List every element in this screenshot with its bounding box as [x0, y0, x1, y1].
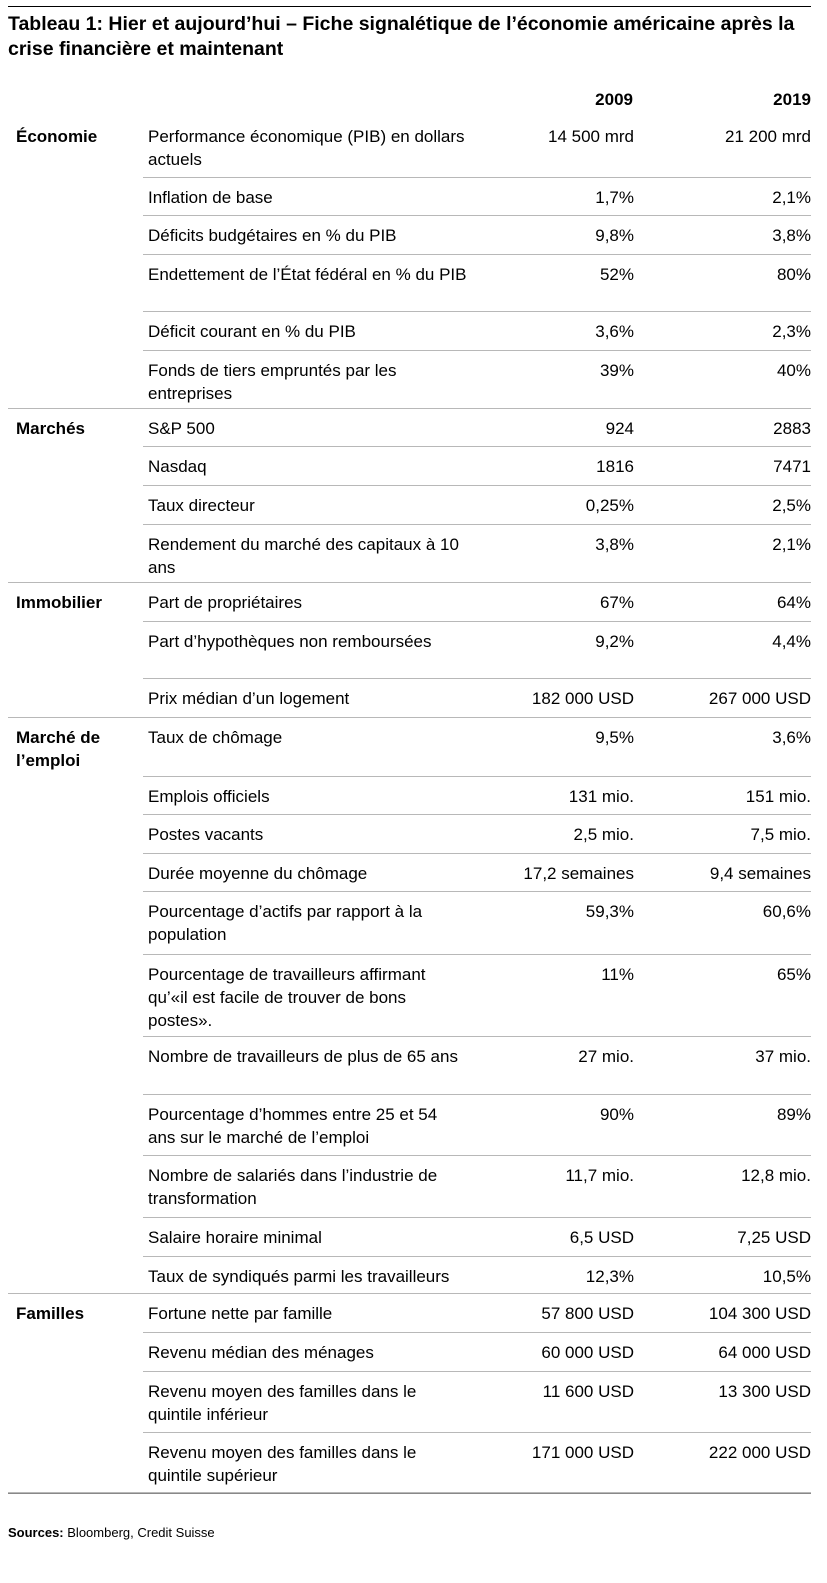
top-rule	[8, 6, 811, 7]
value-2019: 60,6%	[762, 902, 811, 921]
value-2019: 3,6%	[772, 728, 811, 747]
value-2009: 12,3%	[585, 1267, 634, 1286]
value-2019: 10,5%	[762, 1267, 811, 1286]
indicator-label: Durée moyenne du chômage	[148, 864, 368, 883]
indicator-label: Nasdaq	[148, 457, 207, 476]
indicator-label: Rendement du marché des capitaux à 10 ans	[148, 535, 459, 577]
indicator-label: Pourcentage d’hommes entre 25 et 54 ans sur le marché de l’emploi	[148, 1105, 438, 1147]
table-row	[8, 1037, 811, 1095]
value-2009: 90%	[599, 1105, 634, 1124]
table-title: Tableau 1: Hier et aujourd’hui – Fiche signalétique de l’économie américaine après la crise financière et maintenant	[8, 13, 795, 60]
value-2019: 37 mio.	[755, 1047, 811, 1066]
value-2019: 2,1%	[772, 535, 811, 554]
value-2019: 80%	[776, 265, 811, 284]
indicator-label: Prix médian d’un logement	[148, 689, 350, 708]
indicator-label: Revenu moyen des familles dans le quintile supérieur	[148, 1443, 417, 1485]
sources-note	[8, 1525, 215, 1540]
indicator-label: Pourcentage d’actifs par rapport à la population	[148, 902, 423, 944]
category-cell: Immobilier	[16, 593, 102, 612]
value-2009: 11,7 mio.	[565, 1166, 634, 1185]
value-2019: 2883	[773, 419, 811, 438]
indicator-label: Fortune nette par famille	[148, 1304, 333, 1323]
table-row	[8, 525, 811, 583]
table-row	[8, 486, 811, 525]
value-2009: 6,5 USD	[569, 1228, 634, 1247]
value-2009: 52%	[599, 265, 634, 284]
value-2009: 67%	[599, 593, 634, 612]
bottom-rule	[8, 1493, 811, 1494]
table-row	[8, 1433, 811, 1493]
table-row	[8, 351, 811, 409]
table-row	[8, 1257, 811, 1294]
value-2019: 267 000 USD	[708, 689, 811, 708]
value-2019: 104 300 USD	[708, 1304, 811, 1323]
value-2019: 21 200 mrd	[725, 127, 811, 146]
table-row	[8, 892, 811, 955]
table-row	[8, 955, 811, 1037]
value-2009: 11 600 USD	[542, 1382, 634, 1401]
indicator-label: Taux de chômage	[148, 728, 283, 747]
table-row	[8, 718, 811, 777]
table-row	[8, 1294, 811, 1333]
value-2019: 2,3%	[772, 322, 811, 341]
value-2009: 0,25%	[585, 496, 634, 515]
value-2019: 2,1%	[772, 188, 811, 207]
table-row	[8, 409, 811, 447]
sources-label: Sources:	[8, 1525, 64, 1540]
indicator-label: Nombre de travailleurs de plus de 65 ans	[148, 1047, 458, 1066]
category-cell: Marché de l’emploi	[16, 728, 101, 770]
table-row	[8, 679, 811, 718]
value-2009: 60 000 USD	[541, 1343, 634, 1362]
value-2019: 4,4%	[772, 632, 811, 651]
table-row	[8, 312, 811, 351]
table-row	[8, 622, 811, 679]
value-2009: 1,7%	[595, 188, 634, 207]
value-2019: 65%	[776, 965, 811, 984]
indicator-label: Déficits budgétaires en % du PIB	[148, 226, 397, 245]
indicator-label: Performance économique (PIB) en dollars actuels	[148, 127, 465, 169]
value-2009: 11%	[601, 965, 634, 984]
table-row	[8, 447, 811, 486]
value-2009: 3,6%	[595, 322, 634, 341]
indicator-label: Inflation de base	[148, 188, 273, 207]
value-2019: 7471	[773, 457, 811, 476]
value-2019: 40%	[776, 361, 811, 380]
table-row	[8, 583, 811, 622]
value-2019: 7,5 mio.	[750, 825, 811, 844]
value-2009: 924	[605, 419, 634, 438]
value-2019: 3,8%	[772, 226, 811, 245]
table-row	[8, 815, 811, 854]
value-2009: 3,8%	[595, 535, 634, 554]
indicator-label: Part d’hypothèques non remboursées	[148, 632, 432, 651]
indicator-label: Nombre de salariés dans l’industrie de transformation	[148, 1166, 438, 1208]
table-row	[8, 777, 811, 815]
table-row	[8, 1095, 811, 1156]
category-cell: Économie	[16, 127, 98, 146]
table-row	[8, 1333, 811, 1372]
value-2009: 131 mio.	[568, 787, 634, 806]
value-2019: 9,4 semaines	[709, 864, 811, 883]
table-row	[8, 216, 811, 255]
indicator-label: Pourcentage de travailleurs affirmant qu’«il est facile de trouver de bons postes».	[148, 965, 426, 1030]
value-2009: 1816	[596, 457, 634, 476]
value-2009: 57 800 USD	[541, 1304, 634, 1323]
table-row	[8, 255, 811, 312]
value-2019: 13 300 USD	[718, 1382, 811, 1401]
indicator-label: Revenu moyen des familles dans le quintile inférieur	[148, 1382, 417, 1424]
indicator-label: Déficit courant en % du PIB	[148, 322, 356, 341]
value-2009: 2,5 mio.	[573, 825, 634, 844]
value-2019: 7,25 USD	[737, 1228, 811, 1247]
value-2009: 17,2 semaines	[523, 864, 634, 883]
value-2019: 64 000 USD	[718, 1343, 811, 1362]
indicator-label: Emplois officiels	[148, 787, 270, 806]
value-2009: 182 000 USD	[531, 689, 634, 708]
value-2009: 59,3%	[585, 902, 634, 921]
table-row	[8, 1156, 811, 1218]
category-cell: Marchés	[16, 419, 85, 438]
indicator-label: Part de propriétaires	[148, 593, 303, 612]
indicator-label: Postes vacants	[148, 825, 264, 844]
table-row	[8, 854, 811, 892]
sources-text: Bloomberg, Credit Suisse	[67, 1525, 215, 1540]
category-cell: Familles	[16, 1304, 85, 1323]
value-2019: 222 000 USD	[708, 1443, 811, 1462]
value-2009: 14 500 mrd	[548, 127, 634, 146]
value-2009: 9,5%	[595, 728, 634, 747]
table-row	[8, 1218, 811, 1257]
indicator-label: Revenu médian des ménages	[148, 1343, 374, 1362]
column-header-2019: 2019	[773, 90, 811, 109]
column-header-2009: 2009	[595, 90, 633, 109]
table-row	[8, 1372, 811, 1433]
table-row	[8, 117, 811, 178]
value-2009: 9,2%	[595, 632, 634, 651]
indicator-label: Salaire horaire minimal	[148, 1228, 322, 1247]
value-2019: 2,5%	[772, 496, 811, 515]
value-2009: 39%	[599, 361, 634, 380]
indicator-label: Endettement de l’État fédéral en % du PIB	[148, 265, 467, 284]
value-2019: 64%	[776, 593, 811, 612]
indicator-label: Fonds de tiers empruntés par les entreprises	[148, 361, 397, 403]
value-2009: 27 mio.	[578, 1047, 634, 1066]
indicator-label: Taux de syndiqués parmi les travailleurs	[148, 1267, 450, 1286]
value-2009: 171 000 USD	[531, 1443, 634, 1462]
value-2019: 12,8 mio.	[741, 1166, 811, 1185]
indicator-label: S&P 500	[148, 419, 215, 438]
indicator-label: Taux directeur	[148, 496, 255, 515]
table-row	[8, 178, 811, 216]
value-2019: 151 mio.	[745, 787, 811, 806]
value-2019: 89%	[776, 1105, 811, 1124]
value-2009: 9,8%	[595, 226, 634, 245]
